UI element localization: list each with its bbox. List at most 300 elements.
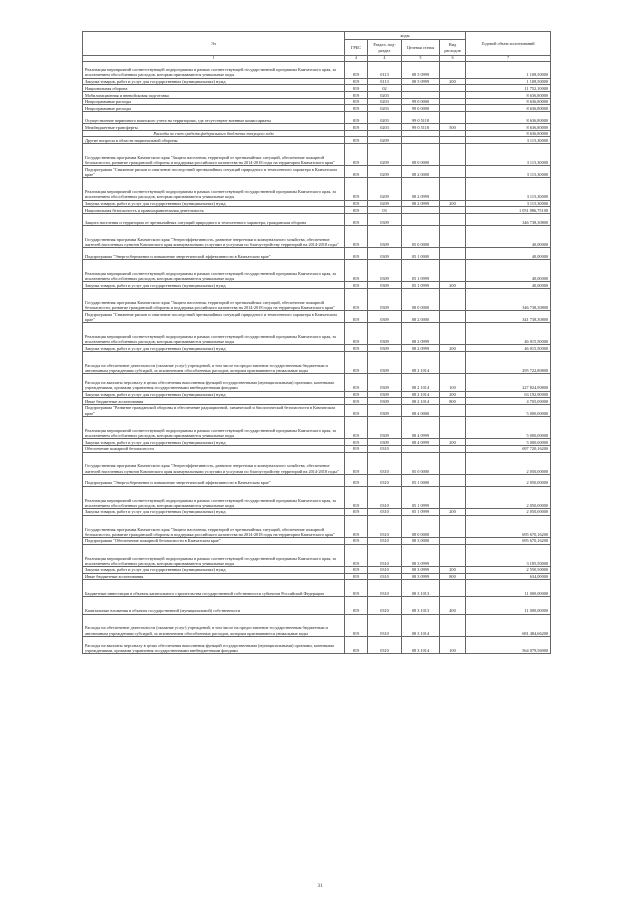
row-sum-cell: 227 824,90800 [466, 374, 551, 391]
row-vid-cell [440, 225, 466, 247]
row-celevaya-cell: 08 3 1013 [402, 580, 440, 597]
row-vid-cell [440, 289, 466, 311]
row-razdel-cell: 0309 [368, 404, 402, 416]
row-celevaya-cell: 05 1 0999 [402, 508, 440, 515]
row-name-cell: Расходы на обеспечение деятельности (оказание услуг) учреждений, в том числе на предоставление государственным бюджетным и автономным учреждениям субсидий, за исключением обособленных расходов, которым присваиваются уникальные коды [83, 352, 345, 374]
row-razdel-cell: 0309 [368, 352, 402, 374]
budget-page [82, 31, 550, 654]
row-celevaya-cell: 08 0 0000 [402, 515, 440, 537]
row-name-cell: Подпрограмма "Развитие гражданской обороны и обеспечение радиационной, химической и биологической безопасности в Камчатском крае" [83, 404, 345, 416]
row-grbs-cell: 819 [345, 178, 368, 200]
row-razdel-cell: 0203 [368, 112, 402, 124]
row-name-cell: Непрограммные расходы [83, 105, 345, 112]
column-header-celevaya: Целевая статья [402, 40, 440, 56]
row-grbs-cell: 819 [345, 404, 368, 416]
row-razdel-cell: 0310 [368, 566, 402, 573]
row-vid-cell [440, 85, 466, 92]
row-celevaya-cell: 05 0 0000 [402, 452, 440, 474]
row-razdel-cell: 02 [368, 85, 402, 92]
table-row [83, 166, 551, 178]
row-grbs-cell: 819 [345, 144, 368, 166]
row-vid-cell [440, 452, 466, 474]
row-razdel-cell: 0310 [368, 474, 402, 486]
table-row [83, 445, 551, 452]
table-row [83, 614, 551, 636]
row-razdel-cell: 0310 [368, 573, 402, 580]
row-name-cell: Реализация мероприятий соответствующей подпрограммы в рамках соответствующей государственной программы Камчатского края, за исключением обособленных расходов, которым присваиваются уникальные коды [83, 486, 345, 508]
table-row [83, 85, 551, 92]
row-razdel-cell: 0309 [368, 311, 402, 323]
table-row [83, 144, 551, 166]
row-celevaya-cell: 08 2 1014 [402, 374, 440, 391]
row-vid-cell: 500 [440, 124, 466, 131]
table-row [83, 474, 551, 486]
row-razdel-cell: 0310 [368, 486, 402, 508]
row-razdel-cell: 0209 [368, 178, 402, 200]
row-razdel-cell: 0309 [368, 248, 402, 260]
row-sum-cell: 1 108,50000 [466, 78, 551, 85]
row-celevaya-cell: 08 3 0999 [402, 566, 440, 573]
table-row [83, 213, 551, 225]
row-name-cell: Реализация мероприятий соответствующей подпрограммы в рамках соответствующей государственной программы Камчатского края, за исключением обособленных расходов, которым присваиваются уникальные коды [83, 323, 345, 345]
row-razdel-cell: 0309 [368, 323, 402, 345]
row-grbs-cell: 819 [345, 282, 368, 289]
row-sum-cell: 4 705,00000 [466, 398, 551, 405]
row-razdel-cell: 03 [368, 207, 402, 214]
table-row [83, 508, 551, 515]
row-vid-cell [440, 260, 466, 282]
table-row [83, 398, 551, 405]
row-sum-cell: 2 050,00000 [466, 452, 551, 474]
table-row [83, 391, 551, 398]
row-sum-cell: 40,00000 [466, 248, 551, 260]
row-grbs-cell: 819 [345, 537, 368, 544]
row-grbs-cell: 819 [345, 452, 368, 474]
row-razdel-cell: 0309 [368, 345, 402, 352]
row-vid-cell [440, 166, 466, 178]
row-razdel-cell: 0310 [368, 580, 402, 597]
row-name-cell: Закупка товаров, работ и услуг для государственных (муниципальных) нужд [83, 345, 345, 352]
table-row [83, 439, 551, 446]
row-name-cell: Расходы на обеспечение деятельности (оказание услуг) учреждений, в том числе на предоставление государственным бюджетным и автономным учреждениям субсидий, за исключением обособленных расходов, которым присваиваются уникальные коды [83, 614, 345, 636]
row-name-cell: Государственная программа Камчатского края "Защита населения, территорий от чрезвычайных ситуаций, обеспечение пожарной безопасности, развитие гражданской обороны и поддержка российского казачества на 2014-2018 годы на территории Камчатского края" [83, 515, 345, 537]
row-razdel-cell: 0309 [368, 416, 402, 438]
row-grbs-cell: 819 [345, 515, 368, 537]
row-grbs-cell: 819 [345, 289, 368, 311]
row-grbs-cell: 819 [345, 486, 368, 508]
row-vid-cell [440, 144, 466, 166]
row-celevaya-cell: 08 3 0000 [402, 537, 440, 544]
row-razdel-cell: 0309 [368, 260, 402, 282]
row-razdel-cell: 0309 [368, 391, 402, 398]
row-celevaya-cell: 08 4 0999 [402, 416, 440, 438]
table-row [83, 200, 551, 207]
row-grbs-cell: 819 [345, 614, 368, 636]
row-grbs-cell: 819 [345, 352, 368, 374]
column-header-codes: коды [345, 32, 466, 40]
row-name-cell: Государственная программа Камчатского края "Энергоэффективность, развитие энергетики и коммунального хозяйства, обеспечение жителей населенных пунктов Камчатского края коммунальными услугами и услугами по благоустройству территорий на 2014-2018 годы" [83, 452, 345, 474]
row-name-cell: Государственная программа Камчатского края "Защита населения, территорий от чрезвычайных ситуаций, обеспечение пожарной безопасности, развитие гражданской обороны и поддержка российского казачества на 2014-2018 годы на территории Камчатского края" [83, 289, 345, 311]
row-sum-cell: 11 000,00000 [466, 597, 551, 614]
row-sum-cell: 63 192,90000 [466, 391, 551, 398]
row-grbs-cell: 819 [345, 345, 368, 352]
row-name-cell: Реализация мероприятий соответствующей подпрограммы в рамках соответствующей государственной программы Камчатского края, за исключением обособленных расходов, которым присваиваются уникальные коды [83, 416, 345, 438]
row-grbs-cell: 819 [345, 200, 368, 207]
row-vid-cell [440, 105, 466, 112]
row-name-cell: Осуществление первичного воинского учета на территориях, где отсутствуют военные комиссариаты [83, 112, 345, 124]
row-celevaya-cell: 08 0 0000 [402, 289, 440, 311]
table-row [83, 248, 551, 260]
row-name-cell: Подпрограмма "Энергосбережение и повышение энергетической эффективности в Камчатском крае" [83, 248, 345, 260]
table-row [83, 124, 551, 131]
row-grbs-cell: 819 [345, 398, 368, 405]
table-row [83, 137, 551, 144]
column-header-grbs: ГРБС [345, 40, 368, 56]
row-name-cell: Иные бюджетные ассигнования [83, 573, 345, 580]
column-index: 4 [368, 56, 402, 62]
row-celevaya-cell: 08 3 1014 [402, 636, 440, 653]
table-body [83, 61, 551, 653]
row-vid-cell [440, 61, 466, 78]
row-celevaya-cell: 08 3 1014 [402, 614, 440, 636]
row-razdel-cell: 0209 [368, 144, 402, 166]
row-vid-cell: 200 [440, 566, 466, 573]
row-vid-cell [440, 130, 466, 137]
row-name-cell: Закупка товаров, работ и услуг для государственных (муниципальных) нужд [83, 200, 345, 207]
row-razdel-cell: 0310 [368, 508, 402, 515]
row-vid-cell [440, 486, 466, 508]
row-sum-cell: 3 115,30000 [466, 144, 551, 166]
table-row [83, 207, 551, 214]
row-sum-cell: 564 079,56900 [466, 636, 551, 653]
row-razdel-cell: 0209 [368, 200, 402, 207]
table-row [83, 636, 551, 653]
row-razdel-cell [368, 130, 402, 137]
row-razdel-cell: 0209 [368, 166, 402, 178]
row-vid-cell: 200 [440, 439, 466, 446]
row-sum-cell: 8 636,80000 [466, 112, 551, 124]
column-header-name: Эл [83, 32, 345, 56]
row-vid-cell [440, 323, 466, 345]
row-celevaya-cell: 08 4 0000 [402, 404, 440, 416]
row-razdel-cell: 0310 [368, 515, 402, 537]
row-celevaya-cell: 99 0 5118 [402, 124, 440, 131]
row-name-cell: Государственная программа Камчатского края "Защита населения, территорий от чрезвычайных ситуаций, обеспечение пожарной безопасности, развитие гражданской обороны и поддержка российского казачества на 2014-2018 годы на территории Камчатского края" [83, 144, 345, 166]
row-razdel-cell: 0310 [368, 452, 402, 474]
row-grbs-cell: 819 [345, 311, 368, 323]
row-sum-cell: 3 115,30000 [466, 178, 551, 200]
row-vid-cell: 400 [440, 597, 466, 614]
row-sum-cell: 8 636,80000 [466, 98, 551, 105]
row-vid-cell: 200 [440, 282, 466, 289]
row-sum-cell: 1 108,50000 [466, 61, 551, 78]
row-sum-cell: 40,00000 [466, 225, 551, 247]
row-name-cell: Мобилизационная и вневойсковая подготовка [83, 92, 345, 99]
row-celevaya-cell: 05 0 0000 [402, 225, 440, 247]
row-celevaya-cell: 08 2 0999 [402, 323, 440, 345]
row-sum-cell: 2 050,00000 [466, 474, 551, 486]
table-row [83, 580, 551, 597]
column-index: 7 [466, 56, 551, 62]
row-celevaya-cell: 08 3 0999 [402, 573, 440, 580]
row-grbs-cell: 819 [345, 474, 368, 486]
column-index: 5 [402, 56, 440, 62]
row-vid-cell [440, 178, 466, 200]
row-vid-cell [440, 311, 466, 323]
row-name-cell: Реализация мероприятий соответствующей подпрограммы в рамках соответствующей государственной программы Камчатского края, за исключением обособленных расходов, которым присваиваются уникальные коды [83, 260, 345, 282]
row-razdel-cell: 0309 [368, 213, 402, 225]
table-row [83, 289, 551, 311]
row-name-cell: Капитальные вложения в объекты государственной (муниципальной) собственности [83, 597, 345, 614]
row-razdel-cell: 0310 [368, 614, 402, 636]
row-grbs-cell: 819 [345, 105, 368, 112]
row-grbs-cell: 819 [345, 85, 368, 92]
row-sum-cell: 3 115,30000 [466, 166, 551, 178]
row-razdel-cell: 0203 [368, 98, 402, 105]
table-row [83, 566, 551, 573]
row-vid-cell [440, 404, 466, 416]
row-celevaya-cell [402, 137, 440, 144]
row-vid-cell [440, 137, 466, 144]
row-name-cell: Обеспечение пожарной безопасности [83, 445, 345, 452]
row-vid-cell [440, 213, 466, 225]
row-celevaya-cell: 05 1 0999 [402, 486, 440, 508]
row-celevaya-cell: 05 1 0000 [402, 474, 440, 486]
row-sum-cell: 3 115,30000 [466, 137, 551, 144]
table-row [83, 352, 551, 374]
table-row [83, 573, 551, 580]
row-name-cell: Государственная программа Камчатского края "Энергоэффективность, развитие энергетики и коммунального хозяйства, обеспечение жителей населенных пунктов Камчатского края коммунальными услугами и услугами по благоустройству территорий на 2014-2018 годы" [83, 225, 345, 247]
row-celevaya-cell: 08 0 0000 [402, 144, 440, 166]
row-name-cell: Закупка товаров, работ и услуг для государственных (муниципальных) нужд [83, 439, 345, 446]
row-grbs-cell: 819 [345, 391, 368, 398]
row-grbs-cell: 819 [345, 207, 368, 214]
table-row [83, 61, 551, 78]
row-sum-cell: 11 752,10000 [466, 85, 551, 92]
table-row [83, 282, 551, 289]
budget-table [82, 31, 551, 654]
row-razdel-cell: 0309 [368, 398, 402, 405]
row-vid-cell [440, 98, 466, 105]
row-vid-cell [440, 207, 466, 214]
row-vid-cell [440, 474, 466, 486]
table-row [83, 345, 551, 352]
row-razdel-cell: 0203 [368, 124, 402, 131]
row-sum-cell: 8 636,80000 [466, 92, 551, 99]
row-name-cell: Закупка товаров, работ и услуг для государственных (муниципальных) нужд [83, 508, 345, 515]
row-vid-cell: 200 [440, 391, 466, 398]
row-sum-cell: 2 050,00000 [466, 486, 551, 508]
row-sum-cell: 295 722,80800 [466, 352, 551, 374]
row-sum-cell: 5 000,00000 [466, 404, 551, 416]
column-header-razdel: Раздел, под-раздел [368, 40, 402, 56]
table-row [83, 404, 551, 416]
table-row [83, 225, 551, 247]
row-name-cell: Подпрограмма "Снижение рисков и смягчение последствий чрезвычайных ситуаций природного и техногенного характера в Камчатском крае" [83, 166, 345, 178]
row-name-cell: Реализация мероприятий соответствующей подпрограммы в рамках соответствующей государственной программы Камчатского края, за исключением обособленных расходов, которым присваиваются уникальные коды [83, 544, 345, 566]
row-name-cell: Бюджетные инвестиции в объекты капитального строительства государственной собственности субъектов Российской Федерации [83, 580, 345, 597]
row-name-cell: Расходы на выплаты персоналу в целях обеспечения выполнения функций государственными (муниципальными) органами, казенными учреждениями, органами управления государственными внебюджетными фондами [83, 374, 345, 391]
row-sum-cell: 46 015,50000 [466, 345, 551, 352]
row-name-cell: Подпрограмма "Обеспечение пожарной безопасности в Камчатском крае" [83, 537, 345, 544]
row-sum-cell: 681 484,66200 [466, 614, 551, 636]
row-razdel-cell: 0310 [368, 636, 402, 653]
row-vid-cell: 800 [440, 398, 466, 405]
row-grbs-cell: 819 [345, 260, 368, 282]
row-name-cell: Подпрограмма "Снижение рисков и смягчение последствий чрезвычайных ситуаций природного и техногенного характера в Камчатском крае" [83, 311, 345, 323]
row-celevaya-cell: 08 2 1014 [402, 391, 440, 398]
table-row [83, 515, 551, 537]
table-row [83, 537, 551, 544]
table-row [83, 323, 551, 345]
row-grbs-cell [345, 130, 368, 137]
row-name-cell: Закупка товаров, работ и услуг для государственных (муниципальных) нужд [83, 282, 345, 289]
row-celevaya-cell: 08 2 1014 [402, 398, 440, 405]
row-name-cell: Расходы за счет средств федерального бюджета текущего года [83, 130, 345, 137]
row-razdel-cell: 0113 [368, 78, 402, 85]
row-vid-cell: 200 [440, 78, 466, 85]
row-vid-cell [440, 92, 466, 99]
row-sum-cell: 46 015,50000 [466, 323, 551, 345]
row-name-cell: Национальная безопасность и правоохранительная деятельность [83, 207, 345, 214]
row-vid-cell [440, 537, 466, 544]
row-sum-cell: 40,00000 [466, 282, 551, 289]
row-grbs-cell: 819 [345, 137, 368, 144]
row-celevaya-cell: 08 5 0999 [402, 78, 440, 85]
column-header-vid: Вид расходов [440, 40, 466, 56]
row-celevaya-cell [402, 213, 440, 225]
row-celevaya-cell: 08 3 1013 [402, 597, 440, 614]
row-grbs-cell: 819 [345, 112, 368, 124]
row-sum-cell: 5 000,00000 [466, 416, 551, 438]
row-sum-cell: 634,00000 [466, 573, 551, 580]
page-number: 31 [317, 884, 323, 889]
row-name-cell: Защита населения и территории от чрезвычайных ситуаций природного и техногенного характера, гражданская оборона [83, 213, 345, 225]
row-razdel-cell: 0309 [368, 439, 402, 446]
row-sum-cell: 8 636,80000 [466, 105, 551, 112]
table-row [83, 260, 551, 282]
row-grbs-cell: 819 [345, 166, 368, 178]
row-name-cell: Реализация мероприятий соответствующей подпрограммы в рамках соответствующей государственной программы Камчатского края, за исключением обособленных расходов, которым присваиваются уникальные коды [83, 178, 345, 200]
row-celevaya-cell: 08 2 0000 [402, 166, 440, 178]
row-celevaya-cell: 05 1 0000 [402, 248, 440, 260]
row-grbs-cell: 819 [345, 439, 368, 446]
table-row [83, 416, 551, 438]
row-sum-cell: 40,00000 [466, 260, 551, 282]
table-row [83, 544, 551, 566]
row-celevaya-cell: 08 2 1014 [402, 352, 440, 374]
row-grbs-cell: 819 [345, 374, 368, 391]
row-razdel-cell: 0310 [368, 544, 402, 566]
row-grbs-cell: 819 [345, 597, 368, 614]
row-name-cell: Реализация мероприятий соответствующей подпрограммы в рамках соответствующей государственной программы Камчатского края, за исключением обособленных расходов, которым присваиваются уникальные коды [83, 61, 345, 78]
row-name-cell: Непрограммные расходы [83, 98, 345, 105]
row-celevaya-cell: 99 0 0000 [402, 105, 440, 112]
row-sum-cell: 3 115,30000 [466, 200, 551, 207]
row-vid-cell: 800 [440, 573, 466, 580]
row-celevaya-cell [402, 85, 440, 92]
row-sum-cell: 695 670,16200 [466, 515, 551, 537]
row-celevaya-cell [402, 445, 440, 452]
column-index: 1 [83, 56, 345, 62]
row-vid-cell: 100 [440, 636, 466, 653]
row-vid-cell [440, 544, 466, 566]
row-grbs-cell: 819 [345, 566, 368, 573]
row-sum-cell: 11 000,00000 [466, 580, 551, 597]
row-grbs-cell: 819 [345, 92, 368, 99]
row-razdel-cell: 0203 [368, 92, 402, 99]
row-name-cell: Подпрограмма "Энергосбережение и повышение энергетической эффективности в Камчатском крае" [83, 474, 345, 486]
row-grbs-cell: 819 [345, 580, 368, 597]
column-index: 4 [345, 56, 368, 62]
row-vid-cell [440, 580, 466, 597]
row-grbs-cell: 819 [345, 98, 368, 105]
table-row [83, 452, 551, 474]
row-sum-cell: 346 738,30800 [466, 213, 551, 225]
row-celevaya-cell: 08 3 0999 [402, 544, 440, 566]
row-name-cell: Межбюджетные трансферты [83, 124, 345, 131]
row-grbs-cell: 819 [345, 124, 368, 131]
row-name-cell: Национальная оборона [83, 85, 345, 92]
table-row [83, 98, 551, 105]
row-name-cell: Другие вопросы в области национальной обороны [83, 137, 345, 144]
row-name-cell: Закупка товаров, работ и услуг для государственных (муниципальных) нужд [83, 78, 345, 85]
row-celevaya-cell: 05 1 0999 [402, 282, 440, 289]
row-name-cell: Иные бюджетные ассигнования [83, 398, 345, 405]
row-sum-cell: 1 051 086,75100 [466, 207, 551, 214]
row-vid-cell: 100 [440, 374, 466, 391]
table-row [83, 105, 551, 112]
column-index: 6 [440, 56, 466, 62]
table-row [83, 178, 551, 200]
row-sum-cell: 5 000,00000 [466, 439, 551, 446]
row-grbs-cell: 819 [345, 508, 368, 515]
row-razdel-cell: 0309 [368, 374, 402, 391]
row-sum-cell: 695 670,16200 [466, 537, 551, 544]
row-vid-cell [440, 352, 466, 374]
row-grbs-cell: 819 [345, 416, 368, 438]
row-grbs-cell: 819 [345, 573, 368, 580]
row-razdel-cell: 0309 [368, 282, 402, 289]
row-celevaya-cell: 08 4 0999 [402, 439, 440, 446]
row-razdel-cell: 0209 [368, 137, 402, 144]
row-celevaya-cell [402, 207, 440, 214]
row-sum-cell: 341 738,30800 [466, 311, 551, 323]
table-row [83, 374, 551, 391]
row-celevaya-cell: 08 2 0999 [402, 345, 440, 352]
row-celevaya-cell: 08 2 0999 [402, 200, 440, 207]
row-vid-cell [440, 112, 466, 124]
row-razdel-cell: 0113 [368, 61, 402, 78]
row-celevaya-cell: 08 2 0999 [402, 178, 440, 200]
row-sum-cell: 2 550,50000 [466, 566, 551, 573]
row-vid-cell [440, 515, 466, 537]
row-grbs-cell: 819 [345, 445, 368, 452]
table-header [83, 32, 551, 62]
row-name-cell: Закупка товаров, работ и услуг для государственных (муниципальных) нужд [83, 391, 345, 398]
row-celevaya-cell [402, 92, 440, 99]
row-grbs-cell: 819 [345, 636, 368, 653]
row-grbs-cell: 819 [345, 225, 368, 247]
row-razdel-cell: 0309 [368, 225, 402, 247]
table-row [83, 486, 551, 508]
row-razdel-cell: 0310 [368, 597, 402, 614]
table-row [83, 112, 551, 124]
row-sum-cell: 8 636,80000 [466, 124, 551, 131]
row-name-cell: Закупка товаров, работ и услуг для государственных (муниципальных) нужд [83, 566, 345, 573]
row-celevaya-cell: 99 0 5118 [402, 112, 440, 124]
row-grbs-cell: 819 [345, 323, 368, 345]
